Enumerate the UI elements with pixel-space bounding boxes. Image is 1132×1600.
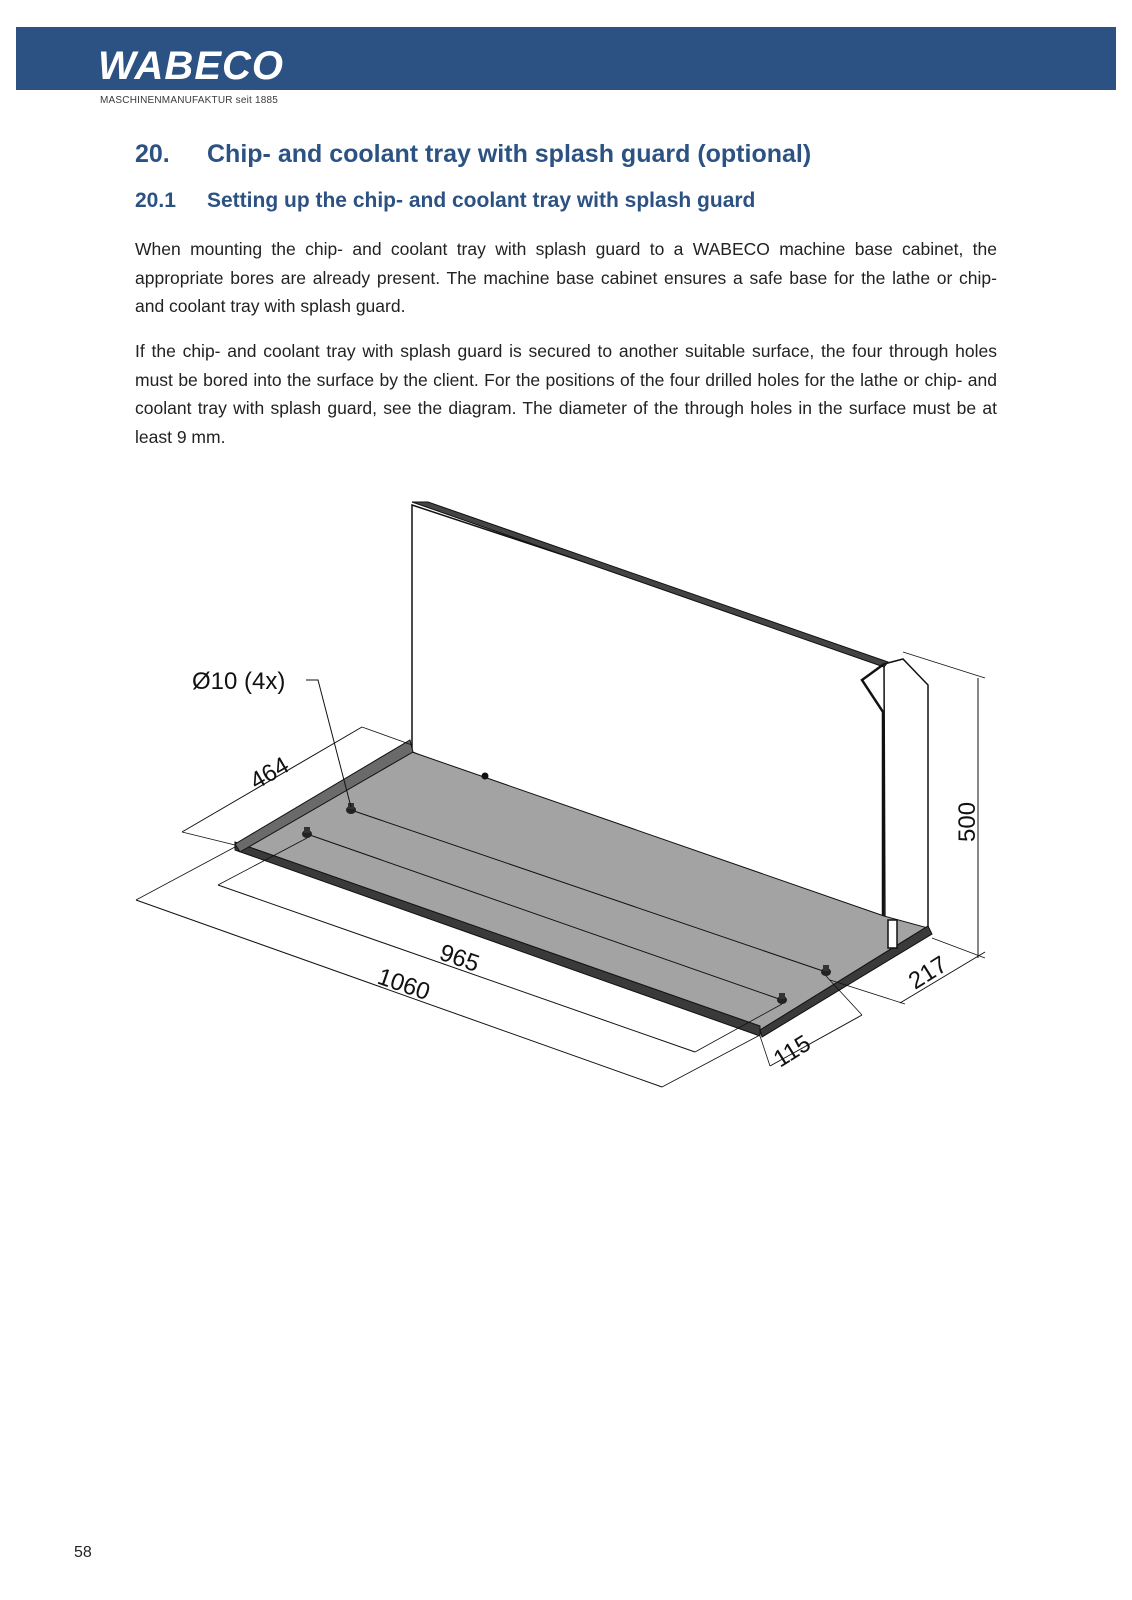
dim-464-ext [362, 727, 412, 745]
paragraph-mounting: When mounting the chip- and coolant tray with splash guard to a WABECO machine base cabinet, the appropriate bores are already present. The machine base cabinet ensures a safe base for the lathe or chip- and coolant tray with splash guard. [135, 239, 997, 316]
splash-guard-side-back [884, 659, 928, 930]
hole-label: Ø10 (4x) [192, 668, 286, 695]
wabeco-logo: WABECO [98, 44, 284, 88]
dim-115-label: 115 [768, 1029, 816, 1074]
dim-464-ext2 [182, 832, 235, 845]
subsection-number: 20.1 [135, 189, 176, 212]
drain-slot [888, 920, 897, 948]
center-dot [482, 773, 489, 780]
dim-500-label: 500 [954, 801, 981, 842]
section-number: 20. [135, 140, 170, 168]
dim-464-label: 464 [245, 751, 294, 796]
page-number: 58 [74, 1544, 92, 1561]
dim-1060-label: 1060 [374, 963, 434, 1007]
subsection-title: Setting up the chip- and coolant tray with splash guard [207, 189, 756, 212]
section-title: Chip- and coolant tray with splash guard (optional) [207, 140, 812, 168]
dim-1060-ext [136, 847, 235, 900]
dim-500-ext [903, 652, 985, 678]
dim-217-label: 217 [903, 950, 953, 996]
logo-tagline: MASCHINENMANUFAKTUR seit 1885 [100, 95, 279, 106]
paragraph-drilling: If the chip- and coolant tray with splash guard is secured to another suitable surface, the four through holes must be bored into the surface by the client. For the positions of the four drilled holes for the lathe or chip- and coolant tray with splash guard, see the diagram. The diameter of the through holes in the surface must be at least 9 mm. [135, 341, 997, 447]
dim-965-label: 965 [436, 939, 483, 978]
